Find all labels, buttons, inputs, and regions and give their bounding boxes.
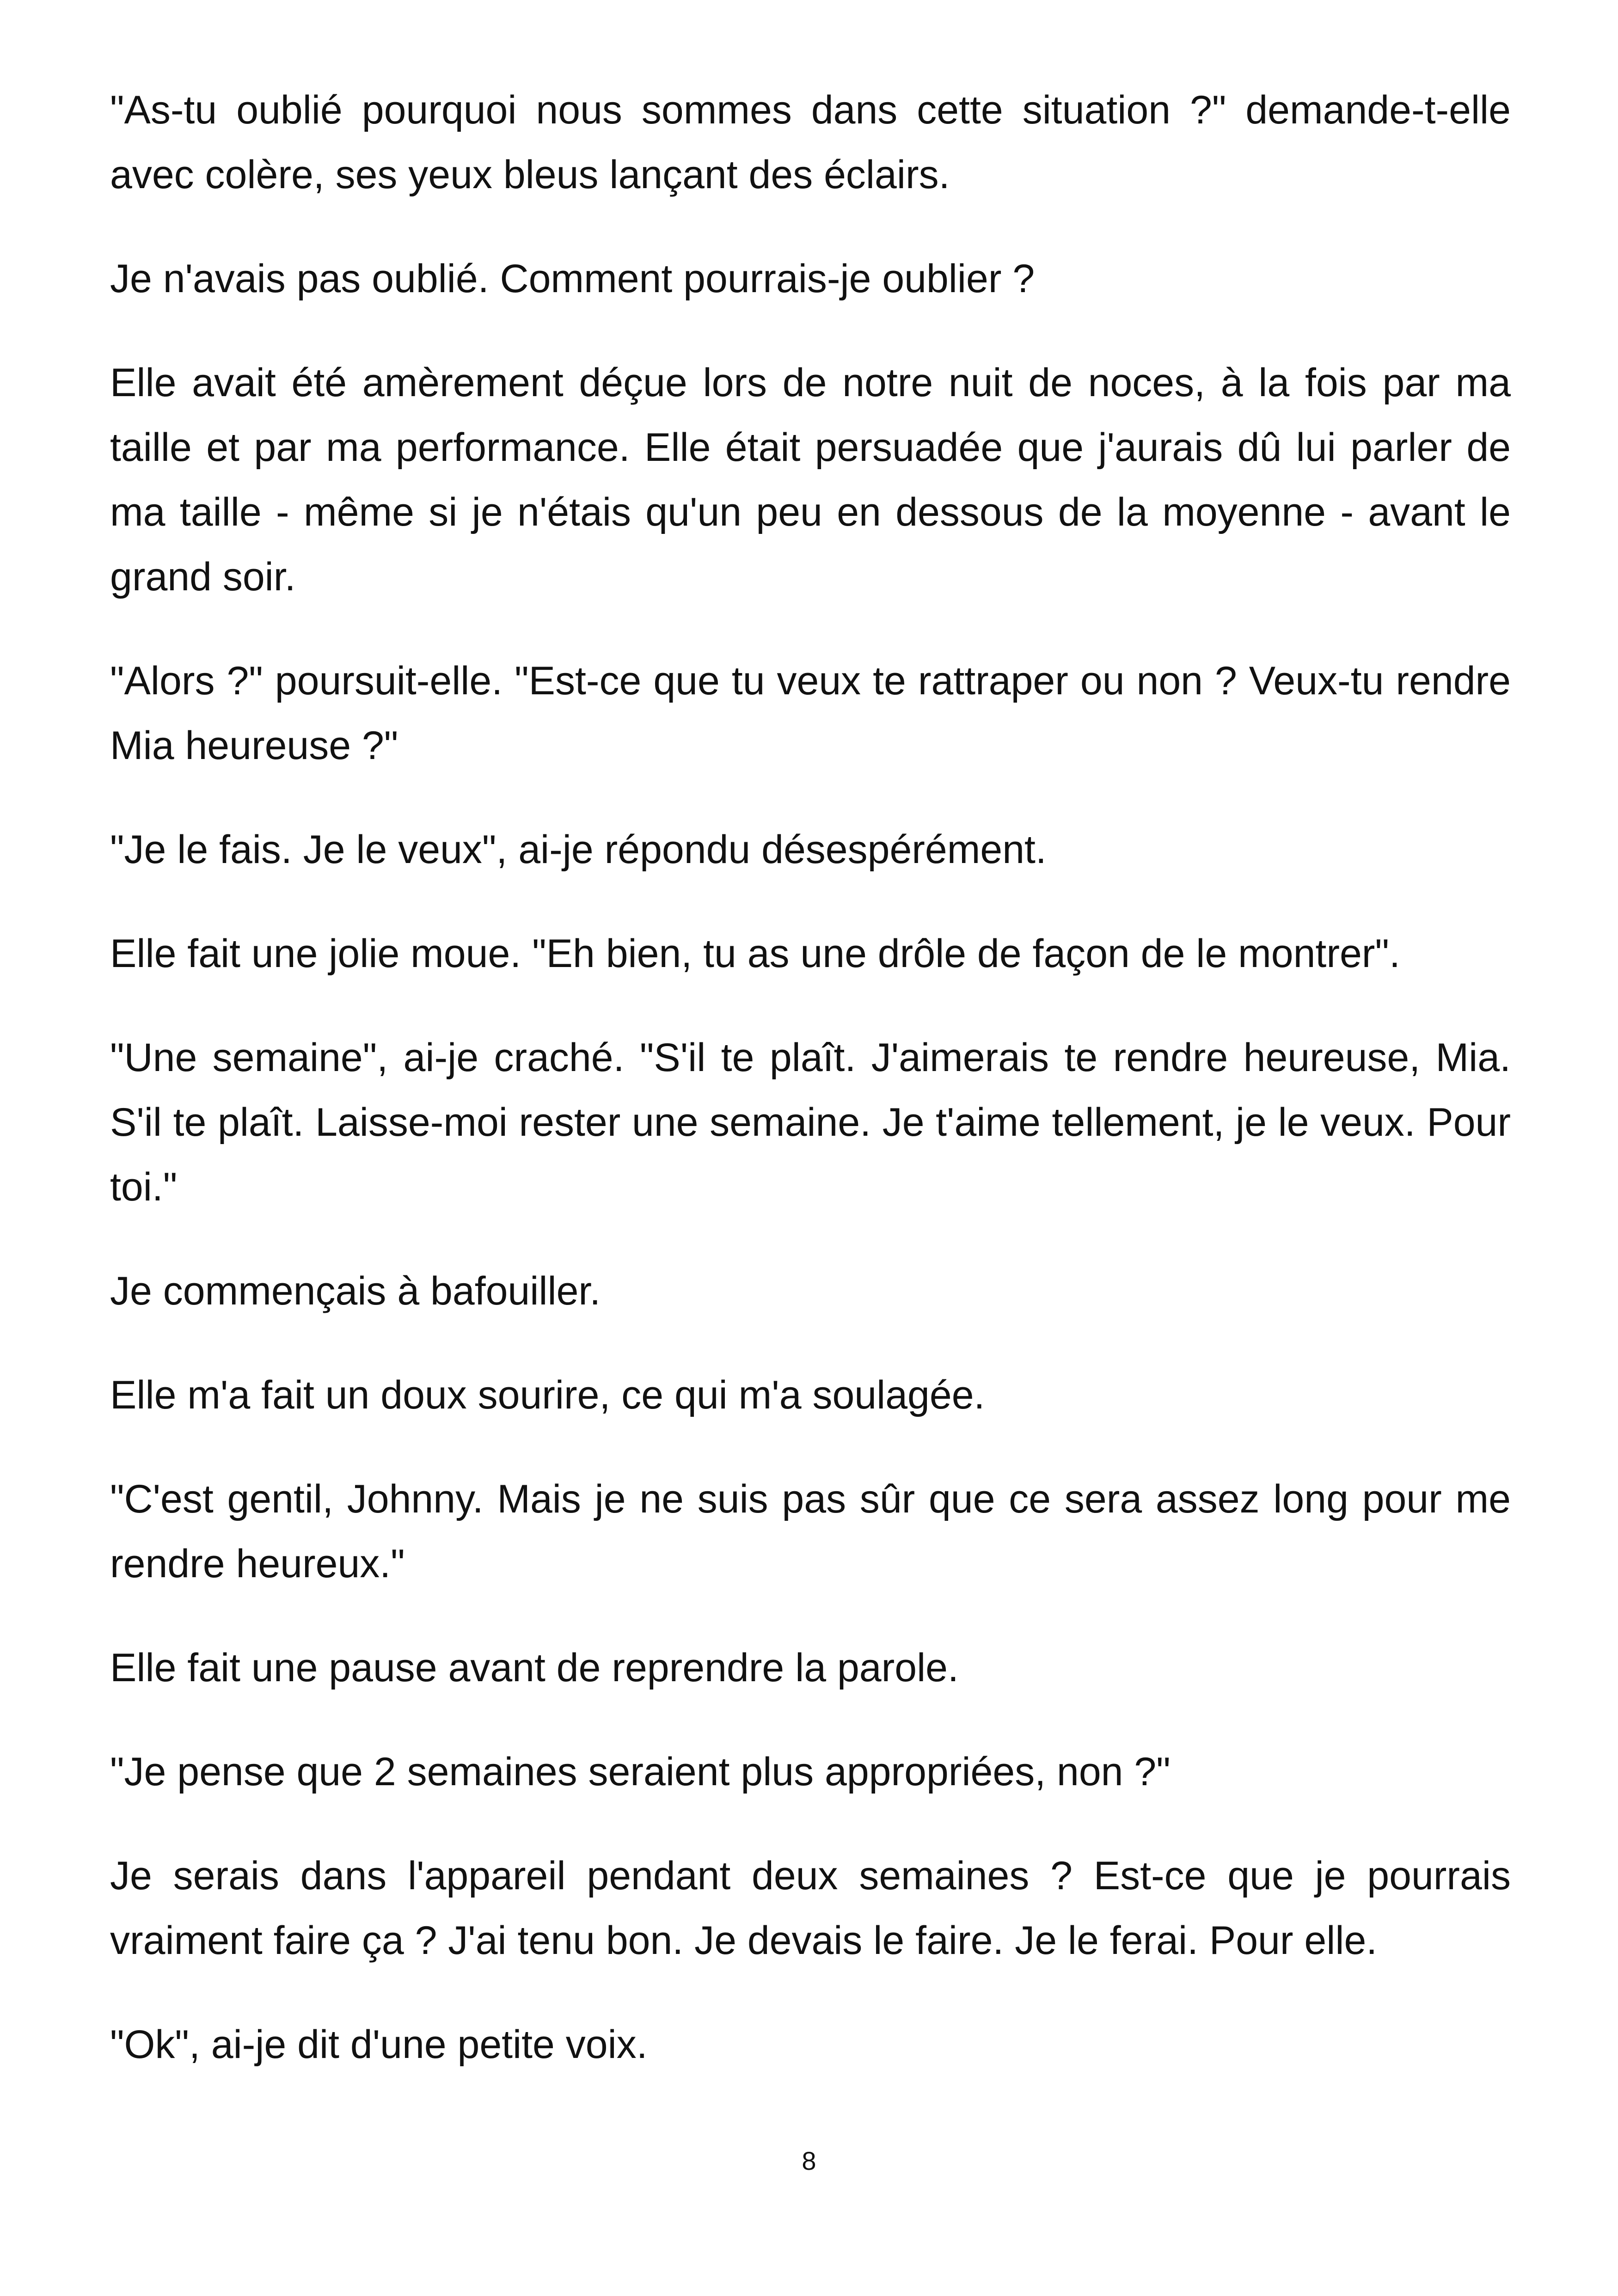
paragraph: Elle fait une pause avant de reprendre la parole.: [110, 1646, 959, 1690]
paragraph: Elle avait été amèrement déçue lors de notre nuit de noces, à la fois par ma taille et par ma performance. Elle était persuadée que j'aurais dû lui parler de ma taille - même si je n'étais qu'un peu en dessous de la moyenne - avant le grand soir.: [110, 361, 1511, 599]
paragraph: Je serais dans l'appareil pendant deux semaines ? Est-ce que je pourrais vraiment faire ça ? J'ai tenu bon. Je devais le faire. Je le ferai. Pour elle.: [110, 1854, 1511, 1963]
paragraph: "Alors ?" poursuit-elle. "Est-ce que tu veux te rattraper ou non ? Veux-tu rendre Mia heureuse ?": [110, 659, 1511, 768]
paragraph: "Une semaine", ai-je craché. "S'il te plaît. J'aimerais te rendre heureuse, Mia. S'il te plaît. Laisse-moi rester une semaine. Je t'aime tellement, je le veux. Pour toi.": [110, 1035, 1511, 1209]
paragraph: Je commençais à bafouiller.: [110, 1269, 601, 1313]
paragraph: Elle fait une jolie moue. "Eh bien, tu as une drôle de façon de le montrer".: [110, 931, 1400, 976]
paragraph: Elle m'a fait un doux sourire, ce qui m'a soulagée.: [110, 1373, 985, 1417]
page-number: 8: [802, 2146, 816, 2175]
paragraph: "C'est gentil, Johnny. Mais je ne suis pas sûr que ce sera assez long pour me rendre heureux.": [110, 1477, 1511, 1586]
body-text: [110, 78, 1511, 2116]
paragraph: "Je le fais. Je le veux", ai-je répondu désespérément.: [110, 827, 1047, 872]
paragraph: "Ok", ai-je dit d'une petite voix.: [110, 2022, 648, 2067]
paragraph: Je n'avais pas oublié. Comment pourrais-je oublier ?: [110, 257, 1035, 301]
paragraph: "As-tu oublié pourquoi nous sommes dans cette situation ?" demande-t-elle avec colère, ses yeux bleus lançant des éclairs.: [110, 88, 1511, 197]
paragraph: "Je pense que 2 semaines seraient plus appropriées, non ?": [110, 1750, 1171, 1794]
